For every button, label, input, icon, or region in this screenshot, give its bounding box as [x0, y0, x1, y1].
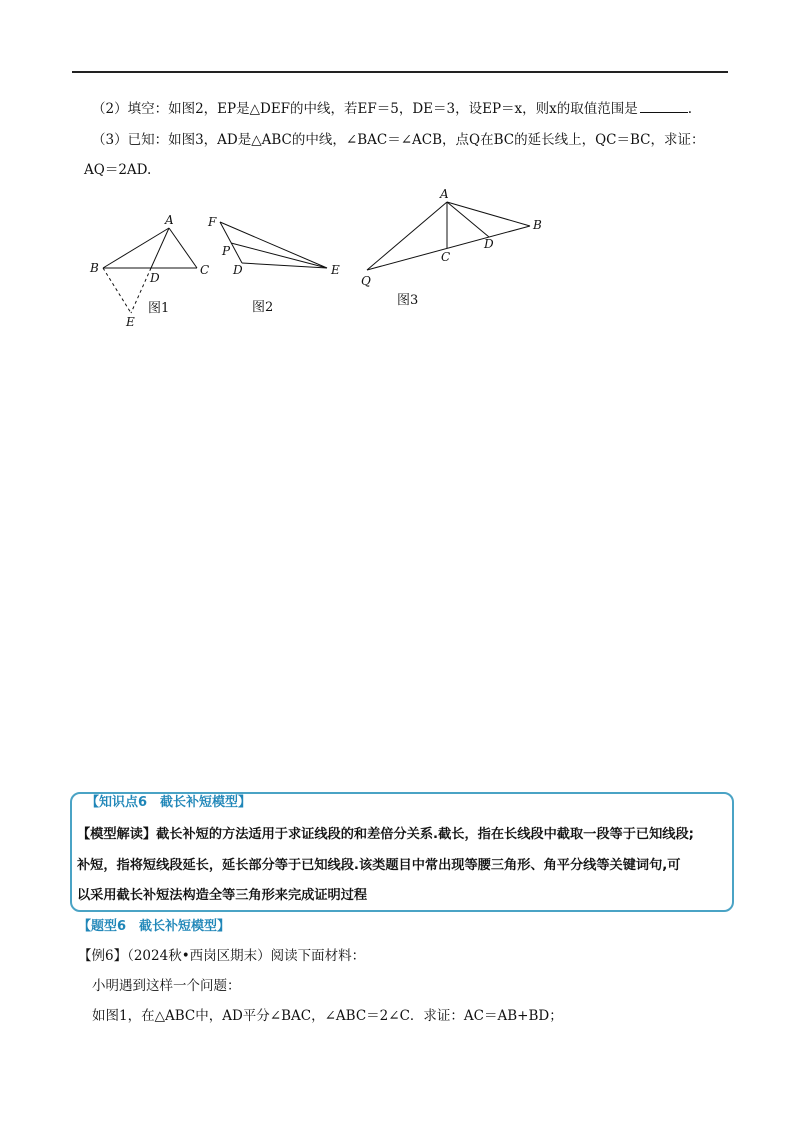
- question-2-end: .: [687, 101, 693, 117]
- knowledge-title: 【知识点6 截长补短模型】: [86, 795, 252, 810]
- fig2-caption: 图2: [252, 300, 274, 315]
- fig2-label-p: P: [222, 244, 231, 258]
- fig3-label-b: B: [533, 218, 542, 232]
- fig1-label-d: D: [150, 271, 160, 285]
- fig2-label-d: D: [233, 263, 243, 277]
- fig3-label-d: D: [484, 237, 494, 251]
- type-title: 【题型6 截长补短模型】: [78, 919, 231, 934]
- knowledge-line-3: 以采用截长补短法构造全等三角形来完成证明过程: [77, 888, 368, 903]
- fig3-label-a: A: [440, 187, 449, 201]
- figure-2: [220, 222, 327, 268]
- question-3-line-1: （3）已知：如图3，AD是△ABC的中线，∠BAC＝∠ACB，点Q在BC的延长线上，QC＝BC，求证：: [92, 132, 705, 148]
- header-rule: [72, 71, 728, 73]
- knowledge-line-2: 补短，指将短线段延长，延长部分等于已知线段.该类题目中常出现等腰三角形、角平分线等关键词句,可: [77, 858, 681, 873]
- fig3-label-q: Q: [361, 274, 371, 288]
- fig1-label-a: A: [165, 213, 174, 227]
- fig1-label-b: B: [90, 261, 99, 275]
- fig3-label-c: C: [441, 250, 451, 264]
- fig1-label-c: C: [200, 263, 210, 277]
- example-intro: 【例6】（2024秋•西岗区期末）阅读下面材料：: [78, 948, 366, 964]
- fig2-label-e: E: [331, 263, 340, 277]
- fig1-caption: 图1: [148, 301, 170, 316]
- question-2: [92, 98, 692, 119]
- fig3-caption: 图3: [397, 293, 419, 308]
- example-line-2: 如图1，在△ABC中，AD平分∠BAC，∠ABC＝2∠C．求证：AC＝AB+BD；: [92, 1008, 563, 1024]
- answer-blank[interactable]: [640, 98, 688, 113]
- figures: [80, 180, 560, 332]
- knowledge-line-1: 【模型解读】截长补短的方法适用于求证线段的和差倍分关系.截长，指在长线段中截取一段等于已知线段;: [77, 827, 694, 842]
- question-3-line-2: AQ＝2AD.: [84, 162, 152, 178]
- question-2-text: （2）填空：如图2，EP是△DEF的中线，若EF＝5，DE＝3，设EP＝x，则x的取值范围是: [92, 101, 638, 117]
- fig1-label-e: E: [126, 315, 135, 329]
- example-line-1: 小明遇到这样一个问题：: [92, 978, 241, 994]
- fig2-label-f: F: [208, 215, 217, 229]
